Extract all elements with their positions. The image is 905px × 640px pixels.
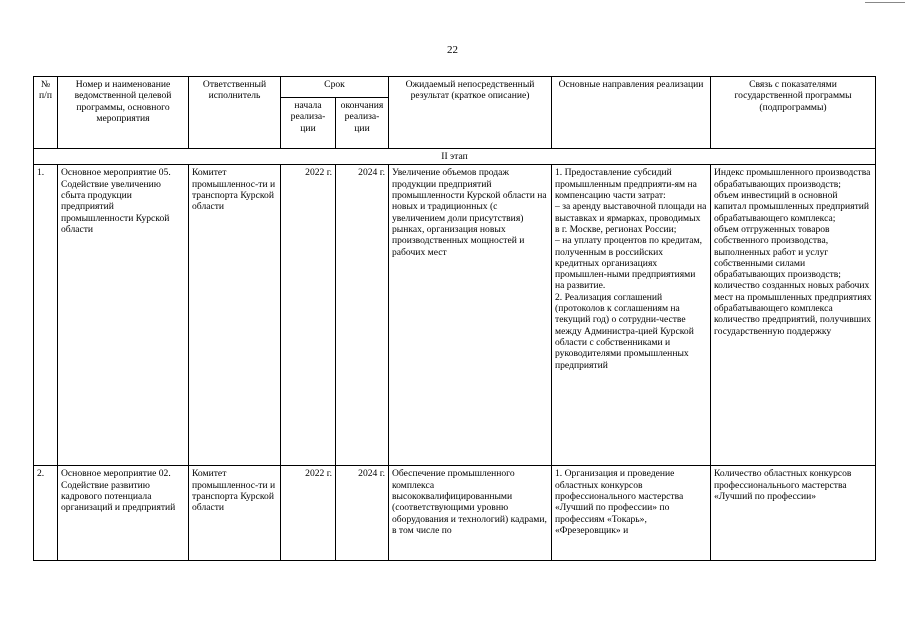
row-num: 1. [34, 165, 58, 466]
top-edge-rule [865, 2, 905, 3]
row-result: Обеспечение промышленного комплекса высококвалифицированными (соответствующими уровню оборудования и технологий) кадрами, в том числе по [389, 466, 552, 561]
page-number: 22 [447, 44, 458, 56]
stage-row [34, 149, 876, 165]
table-row [34, 466, 876, 561]
row-link: Индекс промышленного производства обрабатывающих производств; объем инвестиций в основной капитал промышленных предприятий обрабатывающего комплекса; объем отгруженных товаров собственного производства, выполненных работ и услуг собственными силами обрабатывающих производств; количество созданных новых рабочих мест на промышленных предприятиях обрабатывающего комплекса количество предприятий, получивших государственную поддержку [711, 165, 876, 466]
row-end: 2024 г. [336, 165, 389, 466]
row-link: Количество областных конкурсов профессиональнього мастерства «Лучший по профессии» [711, 466, 876, 561]
header-result: Ожидаемый непосредственный результат (краткое описание) [389, 77, 552, 149]
row-directions: 1. Организация и проведение областных конкурсов профессионального мастерства «Лучший по профессии» по профессиям «Токарь», «Фрезеровщик» и [552, 466, 711, 561]
table-row [34, 165, 876, 466]
row-num: 2. [34, 466, 58, 561]
row-executor: Комитет промышленнос-ти и транспорта Курской области [189, 165, 281, 466]
header-term: Срок [281, 77, 389, 98]
row-start: 2022 г. [281, 165, 336, 466]
row-end: 2024 г. [336, 466, 389, 561]
program-table [33, 76, 876, 561]
row-result: Увеличение объемов продаж продукции предприятий промышленности Курской области на новых и традиционных (с увеличением доли присутствия) рынках, организация новых производственных мощностей и рабочих мест [389, 165, 552, 466]
row-name: Основное мероприятие 02. Содействие развитию кадрового потенциала организаций и предприятий [58, 466, 189, 561]
header-row [34, 77, 876, 98]
row-start: 2022 г. [281, 466, 336, 561]
header-name: Номер и наименование ведомственной целевой программы, основного мероприятия [58, 77, 189, 149]
row-directions: 1. Предоставление субсидий промышленным предприяти-ям на компенсацию части затрат: – за аренду выставочной площади на выставках и ярмарках, проводимых в г. Москве, регионах России; – на уплату процентов по кредитам, полученным в российских кредитных организациях промышлен-ными предприятиями на развитие. 2. Реализация соглашений (протоколов к соглашениям на текущий год) о сотрудни-честве между Администра-цией Курской области с собственниками и руководителями промышленных предприятий [552, 165, 711, 466]
row-executor: Комитет промышленнос-ти и транспорта Курской области [189, 466, 281, 561]
header-num: № п/п [34, 77, 58, 149]
header-executor: Ответственный исполнитель [189, 77, 281, 149]
stage-label: II этап [34, 149, 876, 165]
header-term-start: начала реализа-ции [281, 98, 336, 149]
header-term-end: окончания реализа-ции [336, 98, 389, 149]
header-link: Связь с показателями государственной программы (подпрограммы) [711, 77, 876, 149]
header-directions: Основные направления реализации [552, 77, 711, 149]
row-name: Основное мероприятие 05. Содействие увеличению сбыта продукции предприятий промышленности Курской области [58, 165, 189, 466]
